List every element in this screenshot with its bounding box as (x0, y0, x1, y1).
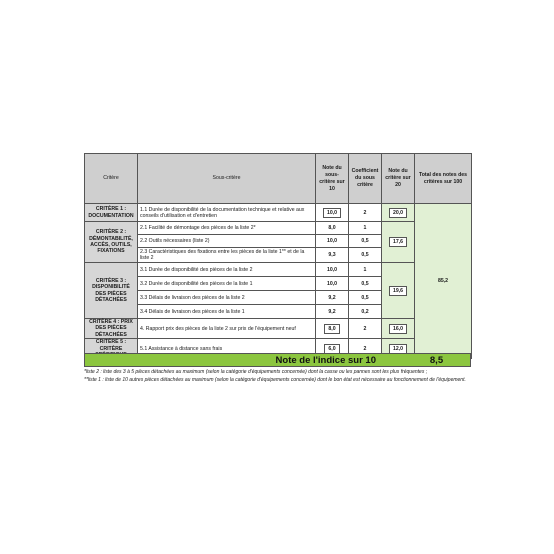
coef-value: 0,5 (349, 235, 382, 248)
note-critere-3 (382, 263, 415, 319)
sous-critere-label: 3.4 Délais de livraison des pièces de la liste 1 (138, 305, 316, 319)
note-value: 9,2 (316, 291, 349, 305)
note-value: 8,0 (324, 324, 339, 334)
critere-2-label: CRITÈRE 2 : DÉMONTABILITÉ, ACCÈS, OUTILS, FIXATIONS (85, 222, 138, 263)
repairability-table (84, 153, 472, 359)
sous-critere-label: 3.2 Durée de disponibilité des pièces de la liste 1 (138, 277, 316, 291)
note-value: 10,0 (316, 277, 349, 291)
note-value: 8,0 (316, 222, 349, 235)
footnotes (84, 368, 474, 384)
header-sous-critere: Sous-critère (138, 154, 316, 204)
footnote-liste-2: *liste 2 : liste des 3 à 5 pièces détachées au maximum (selon la catégorie d'équipements concernée) dont la casse ou les pannes sont les plus fréquentes ; (84, 369, 428, 375)
sous-critere-label: 1.1 Durée de disponibilité de la documentation technique et relative aux conseils d'utilisation et d'entretien (138, 204, 316, 222)
note-value: 9,2 (316, 305, 349, 319)
note-critere-value: 20,0 (389, 208, 407, 218)
critere-3-label: CRITÈRE 3 : DISPONIBILITÉ DES PIÈCES DÉTACHÉES (85, 263, 138, 319)
note-cell (316, 319, 349, 339)
sous-critere-label: 4. Rapport prix des pièces de la liste 2 sur prix de l'équipement neuf (138, 319, 316, 339)
coef-value: 0,2 (349, 305, 382, 319)
note-critere-2 (382, 222, 415, 263)
note-value: 10,0 (323, 208, 341, 218)
note-value: 10,0 (316, 235, 349, 248)
note-critere-value: 12,0 (389, 344, 407, 354)
header-note-critere: Note du critère sur 20 (382, 154, 415, 204)
sous-critere-label: 2.2 Outils nécessaires (liste 2) (138, 235, 316, 248)
sous-critere-label: 3.3 Délais de livraison des pièces de la liste 2 (138, 291, 316, 305)
coef-value: 2 (349, 319, 382, 339)
note-critere-4 (382, 319, 415, 339)
sous-critere-label: 5.1 Assistance à distance sans frais (138, 339, 316, 359)
header-coefficient: Coefficient du sous critère (349, 154, 382, 204)
note-value: 6,0 (324, 344, 339, 354)
header-total: Total des notes des critères sur 100 (415, 154, 472, 204)
coef-value: 2 (349, 339, 382, 359)
header-note-sous-critere: Note du sous-critère sur 10 (316, 154, 349, 204)
index-score-bar (84, 353, 471, 367)
sous-critere-label: 3.1 Durée de disponibilité des pièces de la liste 2 (138, 263, 316, 277)
header-critere: Critère (85, 154, 138, 204)
table-row (85, 263, 472, 277)
note-value: 9,3 (316, 248, 349, 263)
index-value: 8,5 (429, 355, 444, 366)
critere-1-label: CRITÈRE 1 : DOCUMENTATION (85, 204, 138, 222)
header-row (85, 154, 472, 204)
table-row (85, 204, 472, 222)
coef-value: 1 (349, 222, 382, 235)
repairability-table-frame (84, 153, 471, 359)
note-critere-value: 16,0 (389, 324, 407, 334)
index-label: Note de l'indice sur 10 (275, 355, 376, 366)
sous-critere-label: 2.1 Facilité de démontage des pièces de la liste 2* (138, 222, 316, 235)
table-row (85, 319, 472, 339)
note-critere-value: 19,6 (389, 286, 407, 296)
footnote-liste-1: **liste 1 : liste de 10 autres pièces détachées au maximum (selon la catégorie d'équipements concernée) dont le bon état est nécessaire au fonctionnement de l'équipement. (84, 377, 466, 383)
note-critere-1 (382, 204, 415, 222)
table-row (85, 222, 472, 235)
coef-value: 0,5 (349, 248, 382, 263)
total-score: 85,2 (415, 204, 472, 359)
coef-value: 1 (349, 263, 382, 277)
coef-value: 2 (349, 204, 382, 222)
coef-value: 0,5 (349, 291, 382, 305)
note-cell (316, 204, 349, 222)
coef-value: 0,5 (349, 277, 382, 291)
sous-critere-label: 2.3 Caractéristiques des fixations entre les pièces de la liste 1** et de la liste 2 (138, 248, 316, 263)
note-value: 10,0 (316, 263, 349, 277)
critere-4-label: CRITÈRE 4 : PRIX DES PIÈCES DÉTACHÉES (85, 319, 138, 339)
critere-5-label: CRITÈRE 5 : CRITÈRE (85, 339, 138, 359)
note-critere-value: 17,6 (389, 237, 407, 247)
